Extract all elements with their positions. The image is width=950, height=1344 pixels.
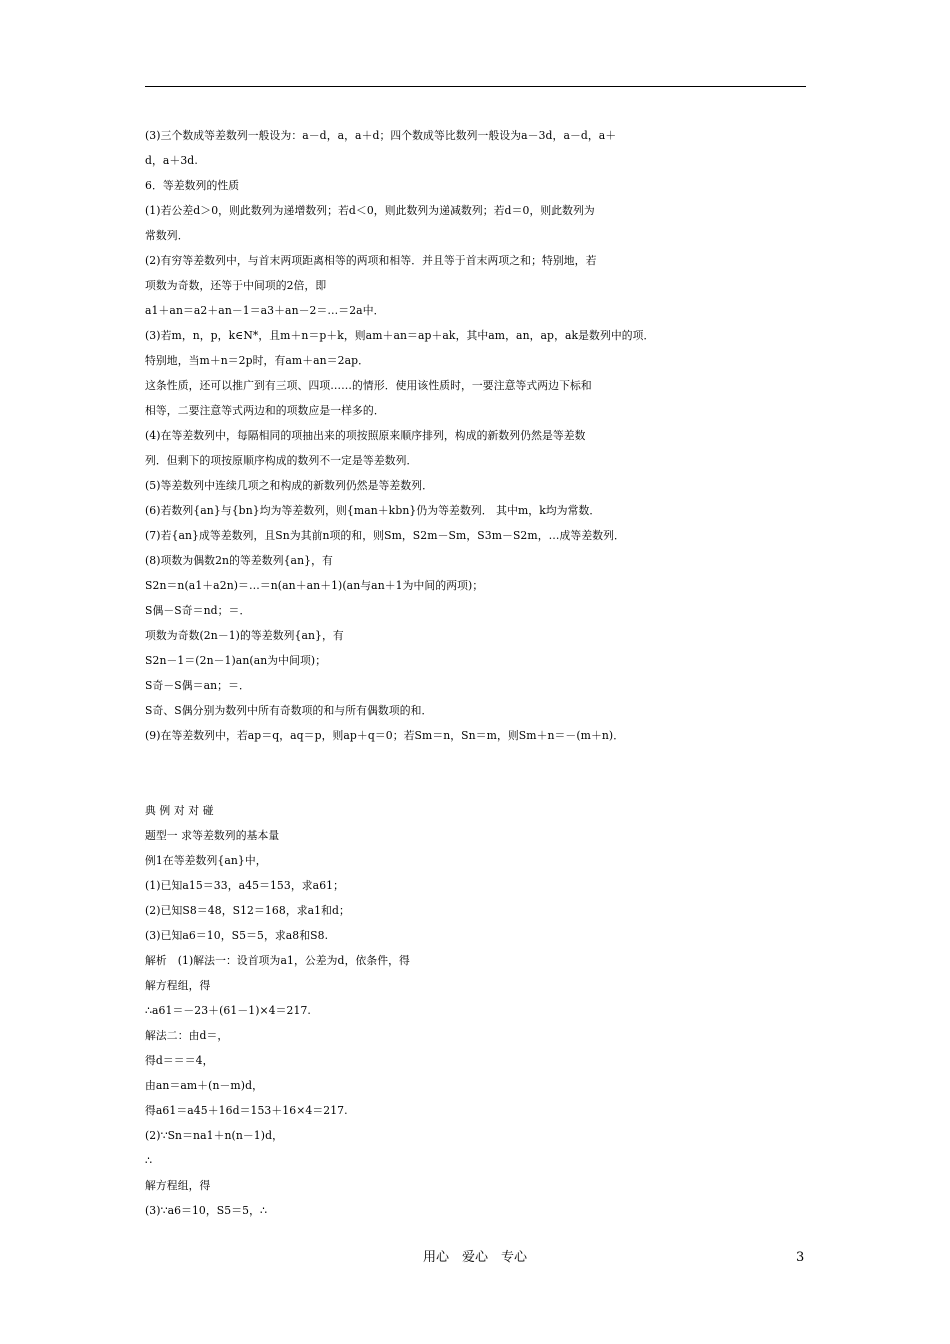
text-line: (9)在等差数列中，若ap＝q，aq＝p，则ap＋q＝0；若Sm＝n，Sn＝m，则Sm＋n＝－(m＋n)．	[145, 729, 625, 742]
text-line: 解析 (1)解法一：设首项为a1，公差为d，依条件，得	[145, 954, 410, 967]
text-line: (2)∵Sn＝na1＋n(n－1)d，	[145, 1129, 283, 1142]
text-line: 项数为奇数(2n－1)的等差数列{an}，有	[145, 629, 344, 642]
page-content	[145, 123, 815, 1223]
text-line: 得d＝＝＝4，	[145, 1054, 214, 1067]
text-line: S奇、S偶分别为数列中所有奇数项的和与所有偶数项的和．	[145, 704, 433, 717]
text-line: (3)若m，n，p，k∈N*，且m＋n＝p＋k，则am＋an＝ap＋ak，其中am，an，ap，ak是数列中的项．	[145, 329, 655, 342]
text-line: (7)若{an}成等差数列，且Sn为其前n项的和，则Sm，S2m－Sm，S3m－S2m，…成等差数列．	[145, 529, 625, 542]
header-rule	[145, 86, 806, 87]
text-line: d，a＋3d.	[145, 154, 198, 167]
text-line: (3)∵a6＝10，S5＝5，∴	[145, 1204, 267, 1217]
text-line: (1)已知a15＝33，a45＝153，求a61；	[145, 879, 345, 892]
text-line: (2)已知S8＝48，S12＝168，求a1和d；	[145, 904, 350, 917]
text-line: (8)项数为偶数2n的等差数列{an}，有	[145, 554, 333, 567]
footer-motto: 用心 爱心 专心	[422, 1250, 527, 1265]
text-line: 题型一 求等差数列的基本量	[145, 829, 280, 842]
text-line: 解方程组，得	[145, 1179, 211, 1192]
text-line: 由an＝am＋(n－m)d，	[145, 1079, 263, 1092]
text-line: 典 例 对 对 碰	[145, 804, 214, 817]
text-line: 特别地，当m＋n＝2p时，有am＋an＝2ap．	[145, 354, 370, 367]
text-line: ∴a61＝－23＋(61－1)×4＝217.	[145, 1004, 311, 1017]
text-line: S2n－1＝(2n－1)an(an为中间项)；	[145, 654, 327, 667]
text-line: 常数列．	[145, 229, 189, 242]
text-line: a1＋an＝a2＋an－1＝a3＋an－2＝…＝2a中．	[145, 304, 385, 317]
text-line: 6．等差数列的性质	[145, 179, 240, 192]
text-line: S奇－S偶＝an；＝．	[145, 679, 250, 692]
text-line: 项数为奇数，还等于中间项的2倍，即	[145, 279, 327, 292]
text-line: 相等，二要注意等式两边和的项数应是一样多的．	[145, 404, 385, 417]
text-line: 解方程组，得	[145, 979, 211, 992]
text-line: ∴	[145, 1154, 152, 1167]
text-line: (2)有穷等差数列中，与首末两项距离相等的两项和相等．并且等于首末两项之和；特别地，若	[145, 254, 597, 267]
text-line: S2n＝n(a1＋a2n)＝…＝n(an＋an＋1)(an与an＋1为中间的两项)；	[145, 579, 484, 592]
text-line: 这条性质，还可以推广到有三项、四项……的情形．使用该性质时，一要注意等式两边下标和	[145, 379, 592, 392]
text-line	[145, 748, 815, 773]
text-line: (1)若公差d＞0，则此数列为递增数列；若d＜0，则此数列为递减数列；若d＝0，则此数列为	[145, 204, 595, 217]
text-line: (6)若数列{an}与{bn}均为等差数列，则{man＋kbn}仍为等差数列． 其中m，k均为常数．	[145, 504, 601, 517]
text-line: 例1在等差数列{an}中，	[145, 854, 267, 867]
text-line: S偶－S奇＝nd；＝．	[145, 604, 251, 617]
text-line: 得a61＝a45＋16d＝153＋16×4＝217.	[145, 1104, 348, 1117]
text-line	[145, 773, 815, 798]
text-line: 列．但剩下的项按原顺序构成的数列不一定是等差数列．	[145, 454, 418, 467]
text-line: (5)等差数列中连续几项之和构成的新数列仍然是等差数列．	[145, 479, 434, 492]
text-line: (3)三个数成等差数列一般设为：a－d，a，a＋d；四个数成等比数列一般设为a－3d，a－d，a＋	[145, 129, 617, 142]
text-line: 解法二：由d＝，	[145, 1029, 229, 1042]
text-line: (4)在等差数列中，每隔相同的项抽出来的项按照原来顺序排列，构成的新数列仍然是等差数	[145, 429, 586, 442]
text-line: (3)已知a6＝10，S5＝5，求a8和S8.	[145, 929, 329, 942]
page-number: 3	[796, 1250, 805, 1265]
